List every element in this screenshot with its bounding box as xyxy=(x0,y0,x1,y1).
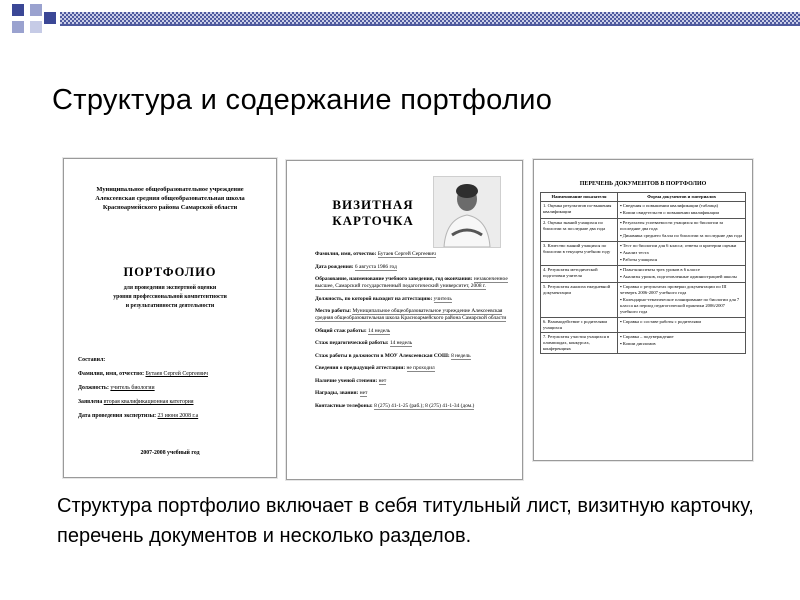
school-header xyxy=(64,185,276,212)
business-card-thumbnail xyxy=(286,160,523,480)
header-line: Красноармейского района Самарской области xyxy=(102,204,238,211)
info-value: Бутаев Сергей Сергеевич xyxy=(145,371,208,377)
field-label: Стаж работы в должности в МОУ Алексеевская СОШ: xyxy=(315,352,450,359)
field-label: Награды, звания: xyxy=(315,390,359,396)
field-label: Фамилия, имя, отчество: xyxy=(315,251,377,257)
info-heading: Составил: xyxy=(78,357,106,363)
card-field xyxy=(315,365,517,372)
card-field xyxy=(315,340,517,347)
document-item: ▪ Результаты успеваемости учащихся по биологии за последние два года xyxy=(620,220,724,231)
documents-cell xyxy=(618,318,746,333)
card-field xyxy=(315,328,517,335)
indicator-cell: 5. Результаты анализа ежедневной документации xyxy=(541,283,618,318)
card-field xyxy=(315,403,517,410)
top-decoration xyxy=(0,0,800,40)
deco-square xyxy=(30,21,42,33)
school-year: 2007-2008 учебный год xyxy=(140,450,200,456)
portfolio-heading: ПОРТФОЛИО xyxy=(123,265,217,279)
field-value: 8 недель xyxy=(451,352,471,359)
deco-square xyxy=(44,12,56,24)
business-card-heading xyxy=(323,197,423,229)
card-field xyxy=(315,390,517,397)
document-item: ▪ Работы учащихся xyxy=(620,257,658,262)
documents-cell xyxy=(618,242,746,266)
document-item: ▪ Тест по биологии для 6 класса; ответы и критерии оценки xyxy=(620,243,737,248)
portrait-photo xyxy=(433,176,501,248)
field-value: нет xyxy=(359,390,368,396)
documents-cell xyxy=(618,202,746,219)
header-line: Муниципальное общеобразовательное учреждение xyxy=(96,186,244,193)
card-field xyxy=(315,353,517,360)
field-value: 8 (275) 41-1-25 (раб.); 8 (275) 41-1-34 (дом.) xyxy=(374,402,475,409)
deco-square xyxy=(30,4,42,16)
card-field xyxy=(315,251,517,258)
card-field xyxy=(315,296,517,303)
field-value: Бутаев Сергей Сергеевич xyxy=(377,251,436,257)
info-value: 23 июня 2008 г.а xyxy=(157,413,199,419)
table-row xyxy=(541,219,746,242)
field-value: не проходил xyxy=(406,365,435,371)
field-value: Муниципальное общеобразовательное учреждение Алексеевская средняя общеобразовательная школа Красноармейского района Самарской области xyxy=(315,308,507,321)
info-value: учитель биологии xyxy=(110,385,155,391)
field-value: 6 августа 1986 год xyxy=(354,263,397,270)
subtitle-line: уровня профессиональной компетентности xyxy=(113,294,227,300)
field-label: Место работы: xyxy=(315,308,352,314)
table-row xyxy=(541,283,746,318)
table-row xyxy=(541,242,746,266)
table-row xyxy=(541,318,746,333)
document-item: ▪ Сведения о повышении квалификации (таблица) xyxy=(620,203,719,208)
field-value: нет xyxy=(378,377,387,384)
document-item: ▪ Справка – подтверждение xyxy=(620,334,674,339)
document-item: ▪ Копии дипломов xyxy=(620,341,656,346)
info-label: Заявлена xyxy=(78,399,103,405)
table-row xyxy=(541,266,746,283)
card-fields xyxy=(315,251,517,415)
portfolio-subtitle xyxy=(64,284,276,311)
info-value: вторая квалификационная категория xyxy=(103,399,194,405)
subtitle-line: для проведения экспертной оценки xyxy=(123,285,217,291)
field-label: Общий стаж работы: xyxy=(315,327,367,334)
column-header: Наименование показателя xyxy=(541,193,618,202)
field-value: 14 недель xyxy=(368,327,391,334)
heading-line: КАРТОЧКА xyxy=(332,213,414,228)
card-field xyxy=(315,264,517,271)
header-line: Алексеевская средняя общеобразовательная школа xyxy=(95,195,245,202)
card-field xyxy=(315,378,517,385)
subtitle-line: и результативности деятельности xyxy=(125,303,215,309)
author-info xyxy=(78,353,268,423)
indicator-cell: 1. Оценка результатов по-вышения квалификации xyxy=(541,202,618,219)
deco-square xyxy=(12,4,24,16)
heading-line: ВИЗИТНАЯ xyxy=(332,197,414,212)
indicator-cell: 6. Взаимодействие с родителями учащихся xyxy=(541,318,618,333)
documents-cell xyxy=(618,283,746,318)
info-label: Дата проведения экспертизы: xyxy=(78,413,157,419)
table-header-row xyxy=(541,193,746,202)
slide-caption: Структура портфолио включает в себя титульный лист, визитную карточку, перечень документов и несколько разделов. xyxy=(57,495,754,547)
documents-cell xyxy=(618,219,746,242)
field-label: Должность, по которой выходит на аттестацию: xyxy=(315,295,433,302)
checker-strip xyxy=(60,12,800,24)
field-label: Наличие ученой степени: xyxy=(315,377,378,384)
field-value: учитель xyxy=(433,295,452,302)
table-row xyxy=(541,202,746,219)
indicator-cell: 7. Результаты участия учащихся в олимпиадах, конкурсах, конференциях xyxy=(541,333,618,354)
indicator-cell: 2. Оценка знаний учащихся по биологии за последние два года xyxy=(541,219,618,242)
documents-cell xyxy=(618,266,746,283)
deco-square xyxy=(12,21,24,33)
field-label: Стаж педагогической работы: xyxy=(315,340,389,346)
documents-cell xyxy=(618,333,746,354)
field-value: незаконченное высшее, Самарский государственный педагогический университет, 2008 г. xyxy=(315,276,508,289)
documents-list-title: ПЕРЕЧЕНЬ ДОКУМЕНТОВ В ПОРТФОЛИО xyxy=(579,181,707,187)
indicator-cell: 4. Результаты методической подготовки учителя xyxy=(541,266,618,283)
document-item: ▪ Справка о результатах проверки документации по III четверть 2006-2007 учебного года xyxy=(620,284,727,295)
document-item: ▪ Календарно-тематическое планирование по биологии для 7 класса на период педагогической практики 2006/2007 учебного года xyxy=(620,297,740,314)
card-field xyxy=(315,308,517,322)
documents-table-body xyxy=(541,202,746,354)
strip-line xyxy=(60,24,800,26)
slide-title: Структура и содержание портфолио xyxy=(52,84,553,116)
document-item: ▪ Копии свидетельств о повышении квалификации xyxy=(620,210,720,215)
indicator-cell: 3. Качество знаний учащихся по биологии в текущем учебном году xyxy=(541,242,618,266)
field-label: Дата рождения: xyxy=(315,263,354,270)
column-header: Форма документов и материалов xyxy=(618,193,746,202)
field-value: 14 недель xyxy=(389,340,413,346)
field-label: Сведения о предыдущей аттестации: xyxy=(315,365,406,371)
document-item: ▪ План-конспекты трех уроков в 6 классе xyxy=(620,267,700,272)
document-item: ▪ Анализ теста xyxy=(620,250,649,255)
field-label: Образование, наименование учебного заведения, год окончания: xyxy=(315,276,473,282)
card-field xyxy=(315,276,517,290)
document-item: ▪ Динамика среднего балла по биологии за последние два года xyxy=(620,233,743,238)
documents-list-thumbnail xyxy=(533,159,753,461)
title-page-thumbnail xyxy=(63,158,277,478)
document-item: ▪ Анализы уроков, подготовленные администрацией школы xyxy=(620,274,737,279)
documents-table xyxy=(540,192,746,354)
document-item: ▪ Справка о составе работы с родителями xyxy=(620,319,701,324)
table-row xyxy=(541,333,746,354)
info-label: Фамилия, имя, отчество: xyxy=(78,371,145,377)
info-label: Должность: xyxy=(78,385,109,391)
field-label: Контактные телефоны: xyxy=(315,402,373,409)
